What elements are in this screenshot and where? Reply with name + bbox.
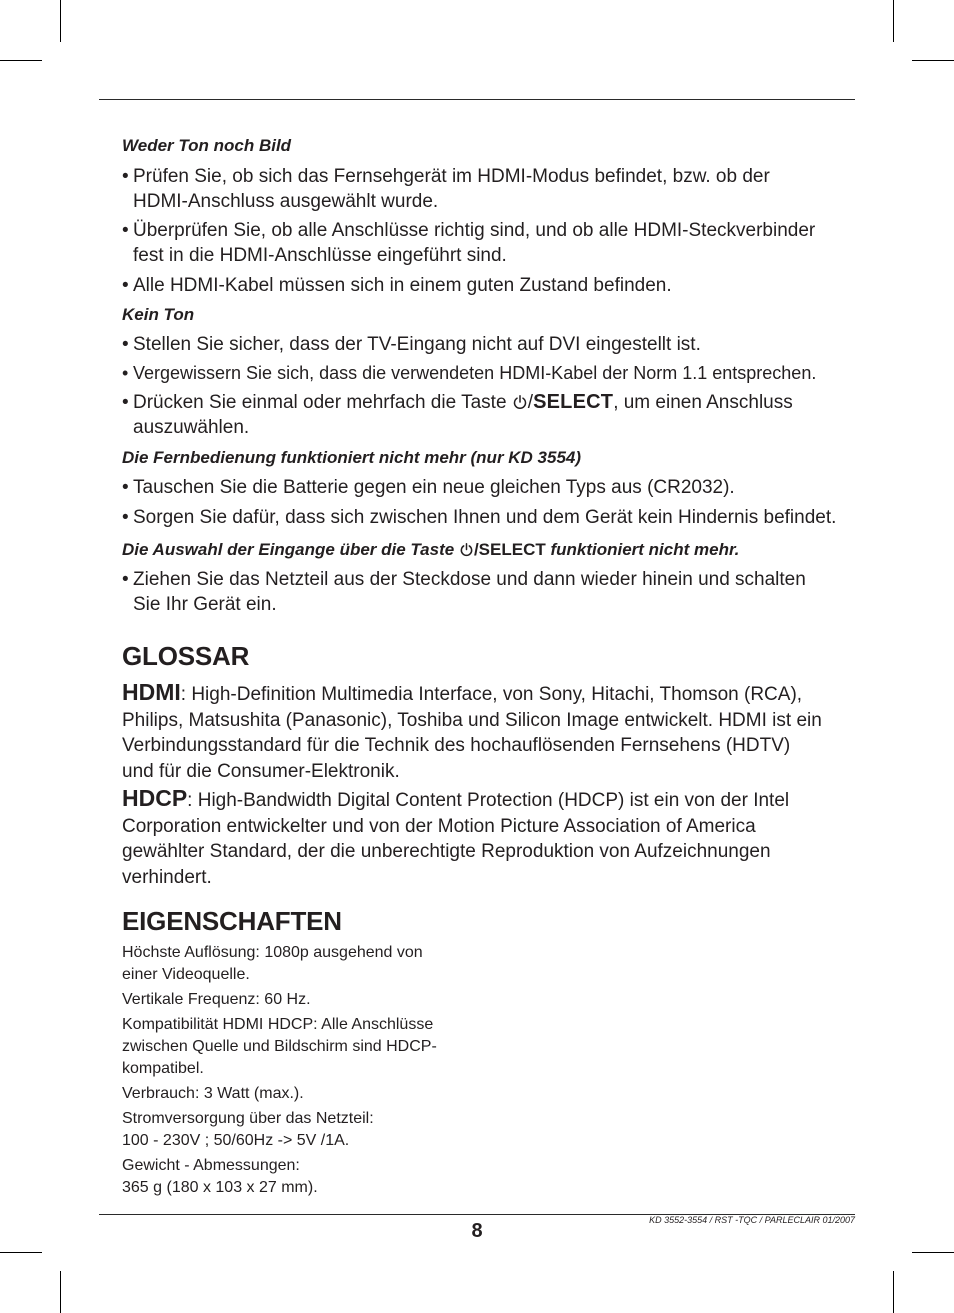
bullet-text xyxy=(133,361,816,386)
bullet-item xyxy=(122,475,735,500)
key-separator: / xyxy=(473,540,479,559)
glossary-definition-line: : High-Bandwidth Digital Content Protection (HDCP) ist ein von der Intel xyxy=(187,790,790,811)
crop-mark-bottom-left-vertical xyxy=(60,1271,61,1313)
crop-mark-top-right-vertical xyxy=(893,0,894,42)
feature-line: kompatibel. xyxy=(122,1060,204,1077)
section-heading xyxy=(122,540,739,560)
glossary-entry xyxy=(122,680,822,784)
glossary-title: GLOSSAR xyxy=(122,641,250,671)
crop-mark-top-right-horizontal xyxy=(912,60,954,61)
bullet-marker: • xyxy=(122,165,129,187)
bullet-marker: • xyxy=(122,568,129,590)
feature-item xyxy=(122,1014,437,1080)
bullet-text-line xyxy=(133,390,793,415)
bullet-text-line: Ziehen Sie das Netzteil aus der Steckdose und dann wieder hinein und schalten xyxy=(133,568,806,590)
heading-before-key: Die Auswahl der Eingange über die Taste xyxy=(122,540,459,559)
crop-mark-top-left-vertical xyxy=(60,0,61,42)
bullet-item xyxy=(122,361,816,386)
page-number: 8 xyxy=(471,1220,483,1242)
bullet-text xyxy=(133,390,793,440)
bullet-text-line: Prüfen Sie, ob sich das Fernsehgerät im HDMI-Modus befindet, bzw. ob der xyxy=(133,165,770,187)
glossary-term: HDCP xyxy=(122,785,188,811)
bullet-item xyxy=(122,390,793,440)
glossary-definition-line: gewählter Standard, der die unberechtigte Reproduktion von Aufzeichnungen xyxy=(122,841,771,862)
feature-line: zwischen Quelle und Bildschirm sind HDCP- xyxy=(122,1038,437,1055)
features-list xyxy=(122,942,437,1202)
feature-line: 365 g (180 x 103 x 27 mm). xyxy=(122,1179,318,1196)
feature-item xyxy=(122,1083,437,1105)
text-before-key: Drücken Sie einmal oder mehrfach die Taste xyxy=(133,391,512,413)
bullet-item xyxy=(122,567,806,617)
glossary-definition-line: Corporation entwickelter und von der Motion Picture Association of America xyxy=(122,815,756,837)
bullet-text-line: fest in die HDMI-Anschlüsse eingeführt sind. xyxy=(133,244,507,266)
bullet-item xyxy=(122,505,836,530)
feature-line: Höchste Auflösung: 1080p ausgehend von xyxy=(122,944,423,961)
select-key-label: SELECT xyxy=(478,540,546,559)
bullet-text xyxy=(133,332,701,357)
glossary-definition-line: : High-Definition Multimedia Interface, von Sony, Hitachi, Thomson (RCA), xyxy=(180,684,803,705)
bullet-marker: • xyxy=(122,362,129,383)
section-heading: Weder Ton noch Bild xyxy=(122,136,292,155)
power-icon xyxy=(512,394,528,410)
crop-mark-bottom-right-vertical xyxy=(893,1271,894,1313)
bullet-text xyxy=(133,505,836,530)
bullet-text xyxy=(133,273,672,298)
features-title: EIGENSCHAFTEN xyxy=(122,906,342,936)
text-after-key: , um einen Anschluss xyxy=(613,391,793,413)
feature-item xyxy=(122,1155,437,1199)
feature-line: 100 - 230V ; 50/60Hz -> 5V /1A. xyxy=(122,1132,350,1149)
glossary-first-line xyxy=(122,786,789,814)
bullet-item xyxy=(122,273,672,298)
heading-after-key: funktioniert nicht mehr. xyxy=(545,540,740,559)
bullet-text xyxy=(133,218,815,268)
bullet-text-line: Vergewissern Sie sich, dass die verwendeten HDMI-Kabel der Norm 1.1 entsprechen. xyxy=(133,362,817,383)
glossary-first-line xyxy=(122,680,822,708)
crop-mark-bottom-right-horizontal xyxy=(912,1252,954,1253)
bullet-text-line: HDMI-Anschluss ausgewählt wurde. xyxy=(133,190,439,212)
power-icon xyxy=(459,542,474,557)
glossary-term: HDMI xyxy=(122,679,181,705)
section-heading: Die Fernbedienung funktioniert nicht mehr (nur KD 3554) xyxy=(122,448,582,467)
feature-item xyxy=(122,942,437,986)
bullet-text-line: Sie Ihr Gerät ein. xyxy=(133,593,277,615)
bullet-marker: • xyxy=(122,476,129,498)
glossary-definition-line: Verbindungsstandard für die Technik des hochauflösenden Fernsehens (HDTV) xyxy=(122,735,791,756)
bullet-text-line: Alle HDMI-Kabel müssen sich in einem guten Zustand befinden. xyxy=(133,274,672,296)
bullet-marker: • xyxy=(122,333,129,355)
bullet-marker: • xyxy=(122,391,129,413)
bullet-text-line: auszuwählen. xyxy=(133,416,250,438)
crop-mark-bottom-left-horizontal xyxy=(0,1252,42,1253)
glossary-entry xyxy=(122,786,789,890)
bullet-item xyxy=(122,218,815,268)
bullet-text xyxy=(133,475,735,500)
bullet-item xyxy=(122,164,770,214)
bullet-text-line: Stellen Sie sicher, dass der TV-Eingang nicht auf DVI eingestellt ist. xyxy=(133,333,701,355)
select-key-label: SELECT xyxy=(533,390,614,413)
feature-item xyxy=(122,1108,437,1152)
document-reference: KD 3552-3554 / RST -TQC / PARLECLAIR 01/2007 xyxy=(649,1215,855,1225)
feature-line: Vertikale Frequenz: 60 Hz. xyxy=(122,991,311,1008)
feature-line: Stromversorgung über das Netzteil: xyxy=(122,1110,374,1127)
key-separator: / xyxy=(527,391,534,413)
section-heading: Kein Ton xyxy=(122,305,195,324)
bullet-item xyxy=(122,332,701,357)
bullet-marker: • xyxy=(122,219,129,241)
feature-line: einer Videoquelle. xyxy=(122,966,250,983)
feature-line: Verbrauch: 3 Watt (max.). xyxy=(122,1085,304,1102)
bullet-text-line: Überprüfen Sie, ob alle Anschlüsse richtig sind, und ob alle HDMI-Steckverbinder xyxy=(133,219,816,241)
glossary-definition-line: und für die Consumer-Elektronik. xyxy=(122,760,400,782)
header-rule xyxy=(99,99,855,100)
bullet-text xyxy=(133,567,806,617)
feature-line: Gewicht - Abmessungen: xyxy=(122,1157,300,1174)
feature-item xyxy=(122,989,437,1011)
bullet-marker: • xyxy=(122,506,129,528)
glossary-definition-line: verhindert. xyxy=(122,866,212,888)
bullet-text-line: Sorgen Sie dafür, dass sich zwischen Ihnen und dem Gerät kein Hindernis befindet. xyxy=(133,506,837,528)
crop-mark-top-left-horizontal xyxy=(0,60,42,61)
bullet-marker: • xyxy=(122,274,129,296)
feature-line: Kompatibilität HDMI HDCP: Alle Anschlüsse xyxy=(122,1016,434,1033)
bullet-text xyxy=(133,164,770,214)
glossary-definition-line: Philips, Matsushita (Panasonic), Toshiba und Silicon Image entwickelt. HDMI ist ein xyxy=(122,709,822,731)
bullet-text-line: Tauschen Sie die Batterie gegen ein neue gleichen Typs aus (CR2032). xyxy=(133,476,735,498)
